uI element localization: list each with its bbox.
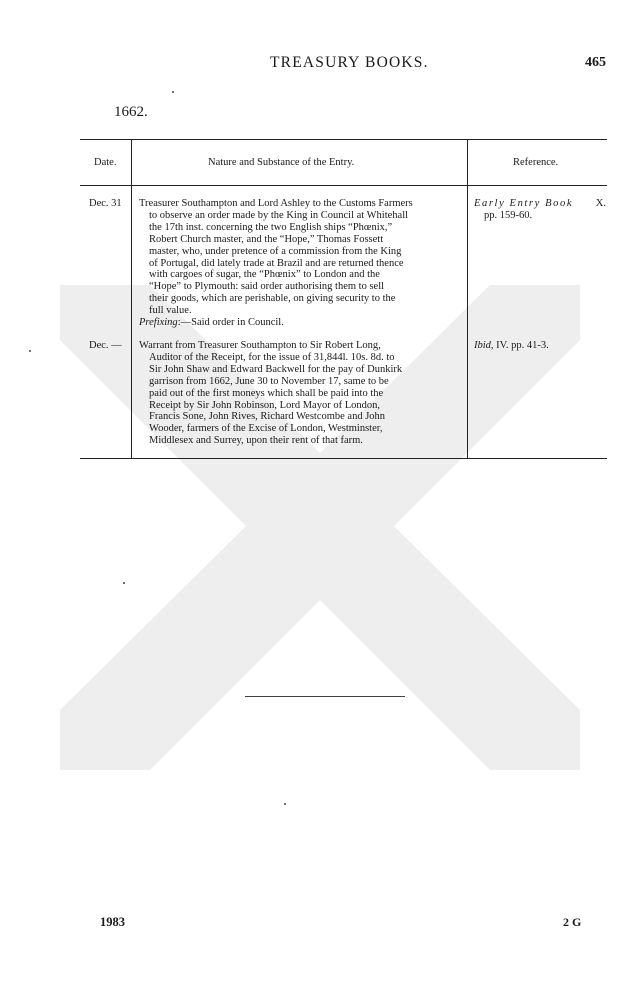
entry-line: Francis Sone, John Rives, Richard Westcombe and John xyxy=(149,411,386,423)
reference-volume: X. xyxy=(595,198,606,209)
prefixing-text: :—Said order in Council. xyxy=(177,317,284,329)
section-divider xyxy=(245,696,405,697)
entry-line: Robert Church master, and the “Hope,” Thomas Fossett xyxy=(149,233,384,245)
row-2-reference xyxy=(474,340,606,352)
print-speck xyxy=(172,91,174,93)
row-2-entry xyxy=(139,340,461,447)
entry-line: Receipt by Sir John Robinson, Lord Mayor of London, xyxy=(149,399,380,411)
print-speck xyxy=(29,350,31,352)
entry-line: Middlesex and Surrey, upon their rent of that farm. xyxy=(149,435,363,447)
sheet-signature: 2 G xyxy=(563,915,582,929)
prefixing-label: Prefixing xyxy=(139,317,178,329)
print-speck xyxy=(284,803,286,805)
column-header-date: Date. xyxy=(94,157,117,168)
row-2-date: Dec. — xyxy=(89,340,122,351)
table-bottom-rule xyxy=(80,458,607,459)
column-header-entry: Nature and Substance of the Entry. xyxy=(208,157,355,168)
entry-line: Wooder, farmers of the Excise of London, Westminster, xyxy=(149,423,383,435)
entry-line: with cargoes of sugar, the “Phœnix” to London and the xyxy=(149,269,380,281)
row-1-entry xyxy=(139,198,461,329)
entry-line: master, who, under pretence of a commission from the King xyxy=(149,245,402,257)
reference-line-1 xyxy=(474,198,606,210)
running-title: TREASURY BOOKS. xyxy=(270,54,429,71)
entry-line: paid out of the first moneys which shall be paid into the xyxy=(149,387,384,399)
page-number: 465 xyxy=(585,55,606,70)
entry-line: garrison from 1662, June 30 to November 17, same to be xyxy=(149,375,389,387)
reference-line-2: pp. 159-60. xyxy=(484,209,533,221)
row-1-reference xyxy=(474,198,606,222)
entry-line: Treasurer Southampton and Lord Ashley to the Customs Farmers xyxy=(139,198,413,209)
reference-source: Ibid xyxy=(474,340,491,351)
entry-line: to observe an order made by the King in Council at Whitehall xyxy=(149,209,409,221)
column-divider-2 xyxy=(467,139,468,458)
table-top-rule xyxy=(80,139,607,140)
prefixing-line xyxy=(139,317,461,329)
year-heading: 1662. xyxy=(114,104,148,120)
table-header-rule xyxy=(80,185,607,186)
column-divider-1 xyxy=(131,139,132,458)
entry-line: Sir John Shaw and Edward Backwell for the pay of Dunkirk xyxy=(149,363,403,375)
entry-line: “Hope” to Plymouth: said order authorising them to sell xyxy=(149,281,385,293)
row-1-date: Dec. 31 xyxy=(89,198,122,209)
entry-line: their goods, which are perishable, on giving security to the xyxy=(149,293,396,305)
entry-line: Warrant from Treasurer Southampton to Sir Robert Long, xyxy=(139,340,381,351)
reference-volume: , IV. pp. 41-3. xyxy=(490,340,549,351)
reference-source: Early Entry Book xyxy=(474,198,574,209)
print-speck xyxy=(123,582,125,584)
column-header-reference: Reference. xyxy=(513,157,559,168)
entry-line: full value. xyxy=(149,305,192,317)
entry-line: the 17th inst. concerning the two English ships “Phœnix,” xyxy=(149,221,393,233)
entry-line: of Portugal, did lately trade at Brazil and are returned thence xyxy=(149,257,404,269)
entry-line: Auditor of the Receipt, for the issue of 31,844l. 10s. 8d. to xyxy=(149,351,395,363)
signature-mark: 1983 xyxy=(100,915,125,929)
